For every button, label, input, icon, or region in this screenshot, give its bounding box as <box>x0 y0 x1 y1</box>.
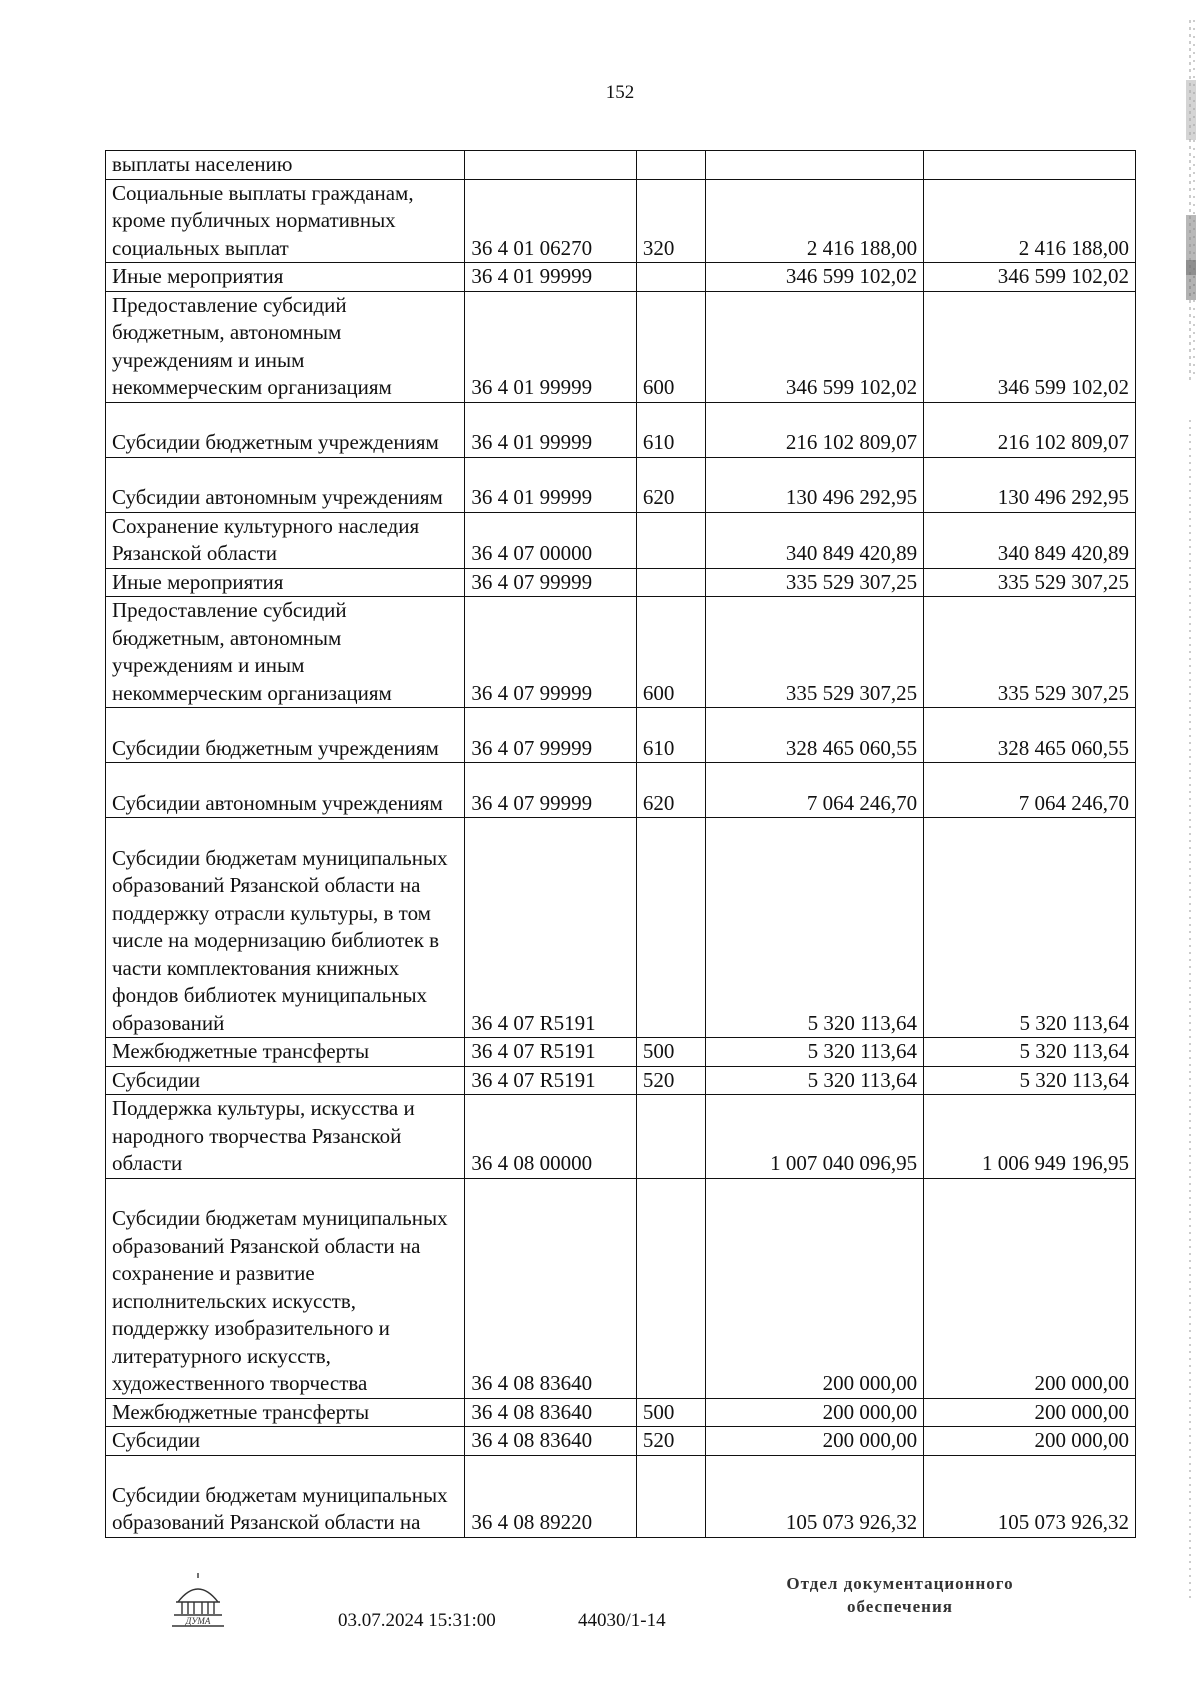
row-amount-2: 5 320 113,64 <box>924 1066 1136 1095</box>
row-code: 36 4 07 R5191 <box>465 1066 636 1095</box>
stamp-line-2: обеспечения <box>847 1597 953 1616</box>
row-type: 320 <box>636 179 705 263</box>
row-type <box>636 818 705 1038</box>
row-amount-1: 346 599 102,02 <box>705 263 923 292</box>
table-row <box>106 1427 1136 1456</box>
row-amount-1: 7 064 246,70 <box>705 763 923 818</box>
row-name: Субсидии бюджетам муниципальных образований Рязанской области на сохранение и развитие исполнительских искусств, поддержку изобразительного и литературного искусств, художественного творчества <box>106 1178 465 1398</box>
row-amount-2: 200 000,00 <box>924 1427 1136 1456</box>
row-amount-1: 2 416 188,00 <box>705 179 923 263</box>
row-type <box>636 1178 705 1398</box>
row-amount-2: 200 000,00 <box>924 1178 1136 1398</box>
row-code: 36 4 07 R5191 <box>465 1038 636 1067</box>
row-amount-2: 216 102 809,07 <box>924 402 1136 457</box>
row-name: Субсидии <box>106 1066 465 1095</box>
row-code: 36 4 07 99999 <box>465 708 636 763</box>
row-code <box>465 151 636 180</box>
table-row <box>106 179 1136 263</box>
row-amount-1: 130 496 292,95 <box>705 457 923 512</box>
row-name: выплаты населению <box>106 151 465 180</box>
table-row <box>106 512 1136 568</box>
scan-edge-artifact <box>1178 0 1200 1695</box>
row-amount-2: 7 064 246,70 <box>924 763 1136 818</box>
stamp-line-1: Отдел документационного <box>786 1574 1014 1593</box>
row-code: 36 4 08 83640 <box>465 1427 636 1456</box>
footer-datetime: 03.07.2024 15:31:00 <box>338 1610 496 1631</box>
row-amount-1: 216 102 809,07 <box>705 402 923 457</box>
row-amount-2: 346 599 102,02 <box>924 291 1136 402</box>
footer-doc-number: 44030/1-14 <box>578 1610 666 1631</box>
row-amount-2: 2 416 188,00 <box>924 179 1136 263</box>
row-type <box>636 568 705 597</box>
row-amount-2: 200 000,00 <box>924 1398 1136 1427</box>
row-name: Поддержка культуры, искусства и народного творчества Рязанской области <box>106 1095 465 1179</box>
table-row <box>106 1455 1136 1537</box>
row-type: 610 <box>636 708 705 763</box>
row-type: 520 <box>636 1066 705 1095</box>
row-name: Субсидии <box>106 1427 465 1456</box>
row-amount-2: 5 320 113,64 <box>924 818 1136 1038</box>
row-code: 36 4 07 R5191 <box>465 818 636 1038</box>
page-number: 152 <box>605 82 635 103</box>
table-row <box>106 402 1136 457</box>
table-row <box>106 597 1136 708</box>
row-type: 620 <box>636 457 705 512</box>
table-row <box>106 708 1136 763</box>
duma-building-icon <box>168 1572 228 1628</box>
row-code: 36 4 08 89220 <box>465 1455 636 1537</box>
row-type <box>636 1095 705 1179</box>
table-row <box>106 1095 1136 1179</box>
row-code: 36 4 01 99999 <box>465 291 636 402</box>
table-row <box>106 818 1136 1038</box>
row-amount-2: 5 320 113,64 <box>924 1038 1136 1067</box>
table-row <box>106 291 1136 402</box>
row-type <box>636 263 705 292</box>
row-name: Межбюджетные трансферты <box>106 1038 465 1067</box>
row-code: 36 4 08 83640 <box>465 1178 636 1398</box>
row-type: 600 <box>636 291 705 402</box>
table-row <box>106 263 1136 292</box>
row-name: Иные мероприятия <box>106 568 465 597</box>
row-name: Межбюджетные трансферты <box>106 1398 465 1427</box>
row-code: 36 4 01 99999 <box>465 457 636 512</box>
row-amount-1: 335 529 307,25 <box>705 568 923 597</box>
row-type: 610 <box>636 402 705 457</box>
row-type: 500 <box>636 1398 705 1427</box>
row-code: 36 4 01 06270 <box>465 179 636 263</box>
row-amount-1 <box>705 151 923 180</box>
row-amount-2: 328 465 060,55 <box>924 708 1136 763</box>
row-amount-1: 5 320 113,64 <box>705 818 923 1038</box>
svg-text:ДУМА: ДУМА <box>185 1616 211 1626</box>
row-amount-1: 200 000,00 <box>705 1178 923 1398</box>
row-code: 36 4 08 83640 <box>465 1398 636 1427</box>
row-name: Сохранение культурного наследия Рязанской области <box>106 512 465 568</box>
row-amount-1: 335 529 307,25 <box>705 597 923 708</box>
row-amount-1: 200 000,00 <box>705 1398 923 1427</box>
row-name: Социальные выплаты гражданам, кроме публичных нормативных социальных выплат <box>106 179 465 263</box>
row-code: 36 4 08 00000 <box>465 1095 636 1179</box>
row-type: 520 <box>636 1427 705 1456</box>
budget-table-body <box>106 151 1136 1538</box>
row-amount-1: 328 465 060,55 <box>705 708 923 763</box>
row-name: Предоставление субсидий бюджетным, автономным учреждениям и иным некоммерческим организациям <box>106 291 465 402</box>
department-stamp <box>740 1572 1060 1618</box>
row-code: 36 4 07 99999 <box>465 763 636 818</box>
table-row <box>106 568 1136 597</box>
row-name: Иные мероприятия <box>106 263 465 292</box>
row-amount-1: 340 849 420,89 <box>705 512 923 568</box>
row-code: 36 4 01 99999 <box>465 402 636 457</box>
row-type <box>636 151 705 180</box>
budget-table <box>105 150 1136 1538</box>
row-type: 500 <box>636 1038 705 1067</box>
row-amount-1: 200 000,00 <box>705 1427 923 1456</box>
row-amount-1: 105 073 926,32 <box>705 1455 923 1537</box>
row-code: 36 4 07 00000 <box>465 512 636 568</box>
table-row <box>106 1398 1136 1427</box>
table-row <box>106 1178 1136 1398</box>
row-type: 620 <box>636 763 705 818</box>
row-name: Субсидии бюджетам муниципальных образований Рязанской области на <box>106 1455 465 1537</box>
table-row <box>106 151 1136 180</box>
row-amount-2: 346 599 102,02 <box>924 263 1136 292</box>
table-row <box>106 1038 1136 1067</box>
row-amount-2 <box>924 151 1136 180</box>
row-amount-2: 335 529 307,25 <box>924 597 1136 708</box>
row-type <box>636 512 705 568</box>
row-amount-1: 5 320 113,64 <box>705 1038 923 1067</box>
row-amount-1: 346 599 102,02 <box>705 291 923 402</box>
row-code: 36 4 01 99999 <box>465 263 636 292</box>
row-amount-2: 340 849 420,89 <box>924 512 1136 568</box>
row-name: Субсидии бюджетам муниципальных образований Рязанской области на поддержку отрасли культуры, в том числе на модернизацию библиотек в части комплектования книжных фондов библиотек муниципальных образований <box>106 818 465 1038</box>
row-code: 36 4 07 99999 <box>465 568 636 597</box>
table-row <box>106 457 1136 512</box>
row-code: 36 4 07 99999 <box>465 597 636 708</box>
row-name: Субсидии бюджетным учреждениям <box>106 402 465 457</box>
row-amount-1: 5 320 113,64 <box>705 1066 923 1095</box>
row-name: Субсидии автономным учреждениям <box>106 457 465 512</box>
row-type: 600 <box>636 597 705 708</box>
row-name: Субсидии бюджетным учреждениям <box>106 708 465 763</box>
table-row <box>106 763 1136 818</box>
row-name: Предоставление субсидий бюджетным, автономным учреждениям и иным некоммерческим организациям <box>106 597 465 708</box>
row-amount-2: 335 529 307,25 <box>924 568 1136 597</box>
row-name: Субсидии автономным учреждениям <box>106 763 465 818</box>
table-row <box>106 1066 1136 1095</box>
row-amount-1: 1 007 040 096,95 <box>705 1095 923 1179</box>
row-amount-2: 105 073 926,32 <box>924 1455 1136 1537</box>
row-type <box>636 1455 705 1537</box>
row-amount-2: 130 496 292,95 <box>924 457 1136 512</box>
row-amount-2: 1 006 949 196,95 <box>924 1095 1136 1179</box>
